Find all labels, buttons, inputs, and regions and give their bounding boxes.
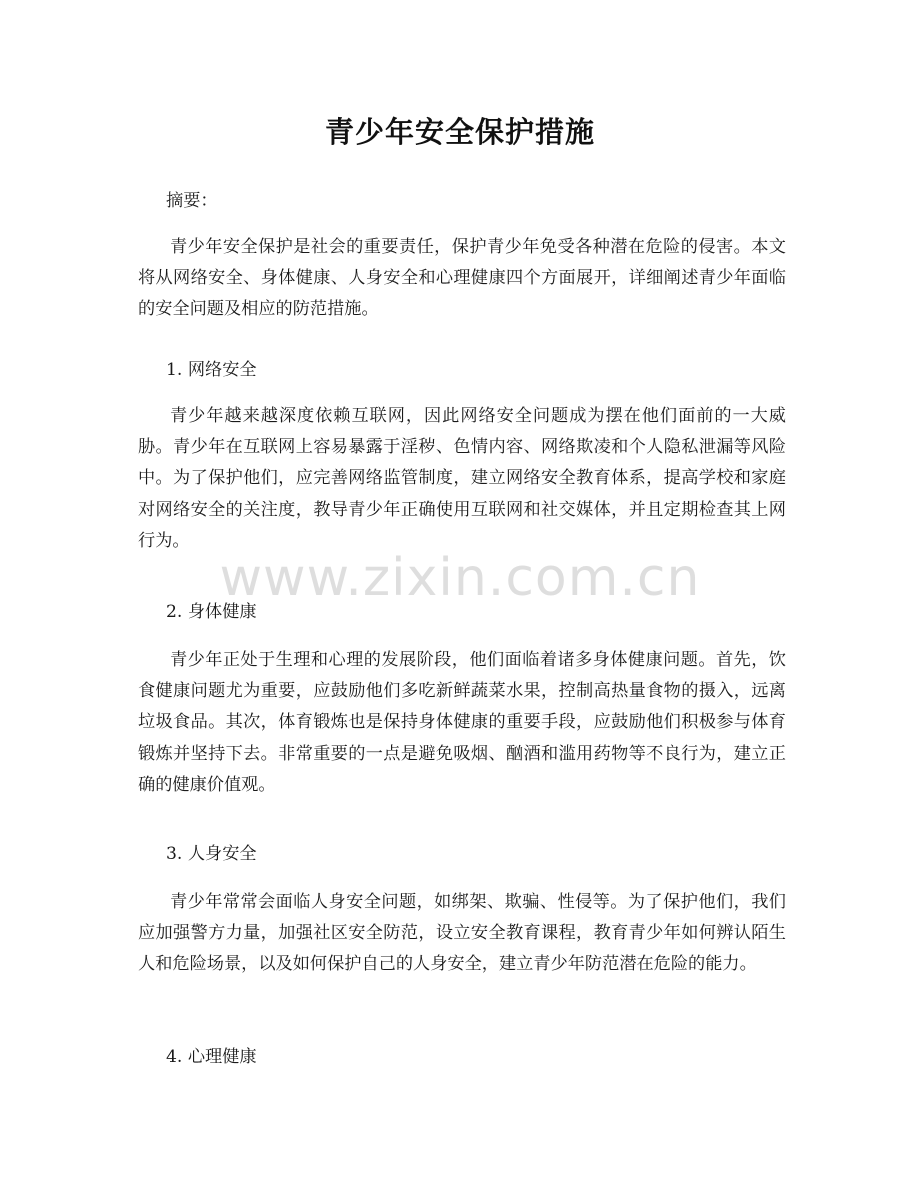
section-heading-personal-safety: 3. 人身安全 [166,844,257,864]
section-heading-physical-health: 2. 身体健康 [166,602,257,622]
section-paragraph-personal-safety: 青少年常常会面临人身安全问题，如绑架、欺骗、性侵等。为了保护他们，我们应加强警方力量，加强社区安全防范，设立安全教育课程，教育青少年如何辨认陌生人和危险场景，以及如何保护自己的人身安全，建立青少年防范潜在危险的能力。 [138,892,786,975]
abstract-paragraph: 青少年安全保护是社会的重要责任，保护青少年免受各种潜在危险的侵害。本文将从网络安全、身体健康、人身安全和心理健康四个方面展开，详细阐述青少年面临的安全问题及相应的防范措施。 [138,237,786,320]
section-paragraph-physical-health: 青少年正处于生理和心理的发展阶段，他们面临着诸多身体健康问题。首先，饮食健康问题尤为重要，应鼓励他们多吃新鲜蔬菜水果，控制高热量食物的摄入，远离垃圾食品。其次，体育锻炼也是保持身体健康的重要手段，应鼓励他们积极参与体育锻炼并坚持下去。非常重要的一点是避免吸烟、酗酒和滥用药物等不良行为，建立正确的健康价值观。 [138,650,786,795]
section-heading-network-security: 1. 网络安全 [166,360,257,380]
abstract-label: 摘要： [166,191,218,211]
section-paragraph-network-security: 青少年越来越深度依赖互联网，因此网络安全问题成为摆在他们面前的一大威胁。青少年在互联网上容易暴露于淫秽、色情内容、网络欺凌和个人隐私泄漏等风险中。为了保护他们，应完善网络监管制度，建立网络安全教育体系，提高学校和家庭对网络安全的关注度，教导青少年正确使用互联网和社交媒体，并且定期检查其上网行为。 [138,406,786,551]
section-heading-mental-health: 4. 心理健康 [166,1047,257,1067]
document-title: 青少年安全保护措施 [324,115,595,149]
watermark: www.zixin.com.cn [219,548,701,608]
